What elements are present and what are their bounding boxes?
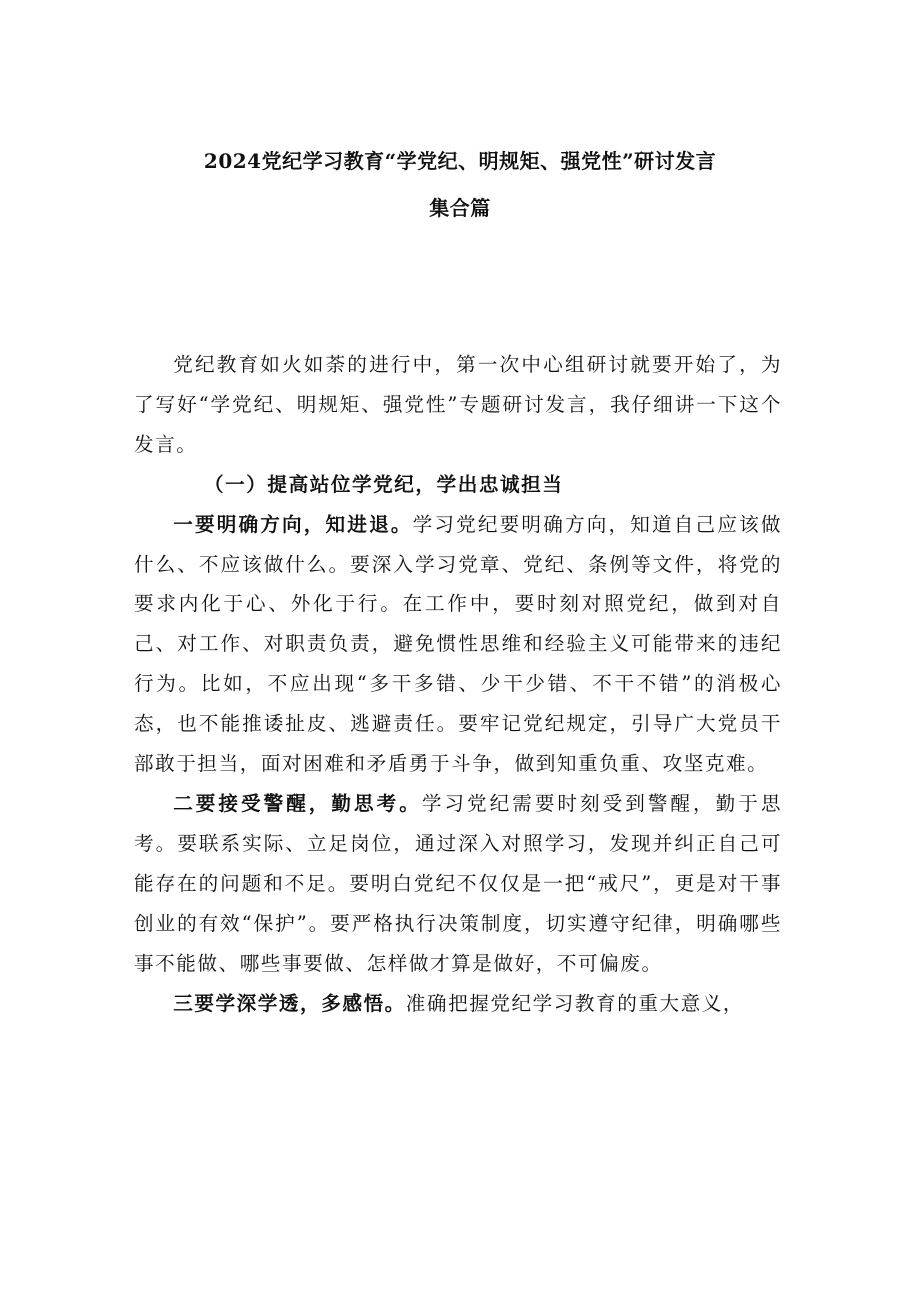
point-1-text: 学习党纪要明确方向，知道自己应该做什么、不应该做什么。要深入学习党章、党纪、条例等文件，将党的要求内化于心、外化于行。在工作中，要时刻对照党纪，做到对自己、对工作、对职责负责，避免惯性思维和经验主义可能带来的违纪行为。比如，不应出现“多干多错、少干少错、不干不错”的消极心态，也不能推诿扯皮、逃避责任。要牢记党纪规定，引导广大党员干部敢于担当，面对困难和矛盾勇于斗争，做到知重负重、攻坚克难。: [134, 512, 782, 776]
point-3-paragraph: [134, 984, 782, 1024]
point-3-text: 准确把握党纪学习教育的重大意义，: [405, 991, 745, 1015]
point-2-lead: 二要接受警醒，勤思考。: [173, 791, 422, 815]
point-1-paragraph: [134, 505, 782, 784]
section-heading: （一）提高站位学党纪，学出忠诚担当: [204, 472, 564, 496]
document-body: [134, 345, 782, 1023]
document-title: 2024党纪学习教育“学党纪、明规矩、强党性”研讨发言: [203, 149, 717, 173]
point-1-lead: 一要明确方向，知进退。: [173, 512, 413, 536]
point-2-paragraph: [134, 784, 782, 984]
intro-paragraph: 党纪教育如火如荼的进行中，第一次中心组研讨就要开始了，为了写好“学党纪、明规矩、强党性”专题研讨发言，我仔细讲一下这个发言。: [134, 353, 782, 456]
point-2-text: 学习党纪需要时刻受到警醒，勤于思考。要联系实际、立足岗位，通过深入对照学习，发现并纠正自己可能存在的问题和不足。要明白党纪不仅仅是一把“戒尺”，更是对干事创业的有效“保护”。要严格执行决策制度，切实遵守纪律，明确哪些事不能做、哪些事要做、怎样做才算是做好，不可偏废。: [134, 791, 782, 975]
point-3-lead: 三要学深学透，多感悟。: [173, 991, 406, 1015]
document-subtitle: 集合篇: [429, 196, 491, 220]
